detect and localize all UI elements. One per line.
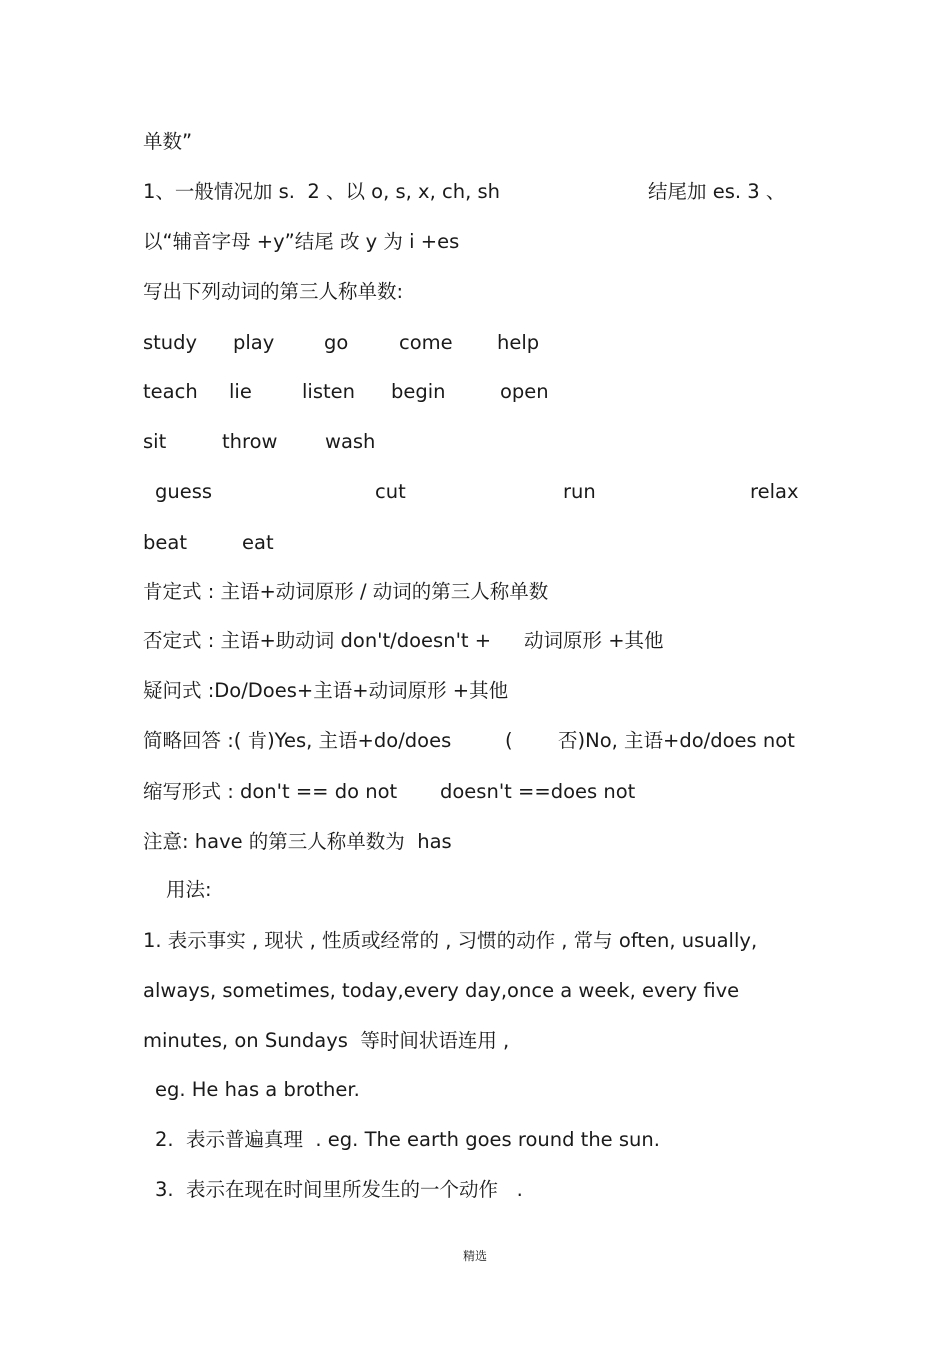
text-part: 缩写形式 : don't == do not xyxy=(143,780,398,803)
word: lie xyxy=(229,380,252,403)
rule-part: 结尾加 es. 3 、 xyxy=(648,180,786,203)
word: help xyxy=(497,331,540,354)
exercise-heading: 写出下列动词的第三人称单数: xyxy=(143,280,404,303)
text-part: 否)No, 主语+do/does not xyxy=(558,729,795,752)
word: listen xyxy=(302,380,355,403)
word: study xyxy=(143,331,198,354)
text-part: ( xyxy=(505,729,513,752)
section-heading: 用法: xyxy=(166,878,212,901)
word: wash xyxy=(325,430,376,453)
word: open xyxy=(500,380,549,403)
word: play xyxy=(233,331,275,354)
text-part: 动词原形 +其他 xyxy=(524,629,664,652)
word: throw xyxy=(222,430,278,453)
text-part: doesn't ==does not xyxy=(440,780,636,803)
text-line: 3. 表示在现在时间里所发生的一个动作 . xyxy=(155,1178,523,1201)
word: go xyxy=(324,331,349,354)
text-line: minutes, on Sundays 等时间状语连用 , xyxy=(143,1029,510,1052)
word: begin xyxy=(391,380,446,403)
page-footer: 精选 xyxy=(462,1249,487,1263)
text-part: 否定式 : 主语+助动词 don't/doesn't + xyxy=(143,629,492,652)
word: run xyxy=(563,480,596,503)
word: beat xyxy=(143,531,187,554)
word: cut xyxy=(375,480,406,503)
text-line: 以“辅音字母 +y”结尾 改 y 为 i +es xyxy=(143,230,460,253)
word: come xyxy=(399,331,453,354)
text-line: always, sometimes, today,every day,once a week, every five xyxy=(143,979,740,1002)
word: teach xyxy=(143,380,198,403)
word: relax xyxy=(750,480,799,503)
text-line: 单数” xyxy=(143,130,193,153)
example-line: eg. He has a brother. xyxy=(155,1078,360,1101)
text-part: 简略回答 :( 肯)Yes, 主语+do/does xyxy=(143,729,452,752)
word: eat xyxy=(242,531,274,554)
rule-part: 1、一般情况加 s. 2 、以 o, s, x, ch, sh xyxy=(143,180,500,203)
text-line: 2. 表示普遍真理 . eg. The earth goes round the sun. xyxy=(155,1128,660,1151)
word: sit xyxy=(143,430,167,453)
text-line: 疑问式 :Do/Does+主语+动词原形 +其他 xyxy=(143,679,509,702)
text-line: 注意: have 的第三人称单数为 has xyxy=(143,830,452,853)
text-line: 肯定式 : 主语+动词原形 / 动词的第三人称单数 xyxy=(143,580,549,603)
text-line: 1. 表示事实 , 现状 , 性质或经常的 , 习惯的动作 , 常与 often, usually, xyxy=(143,929,758,952)
word: guess xyxy=(155,480,213,503)
